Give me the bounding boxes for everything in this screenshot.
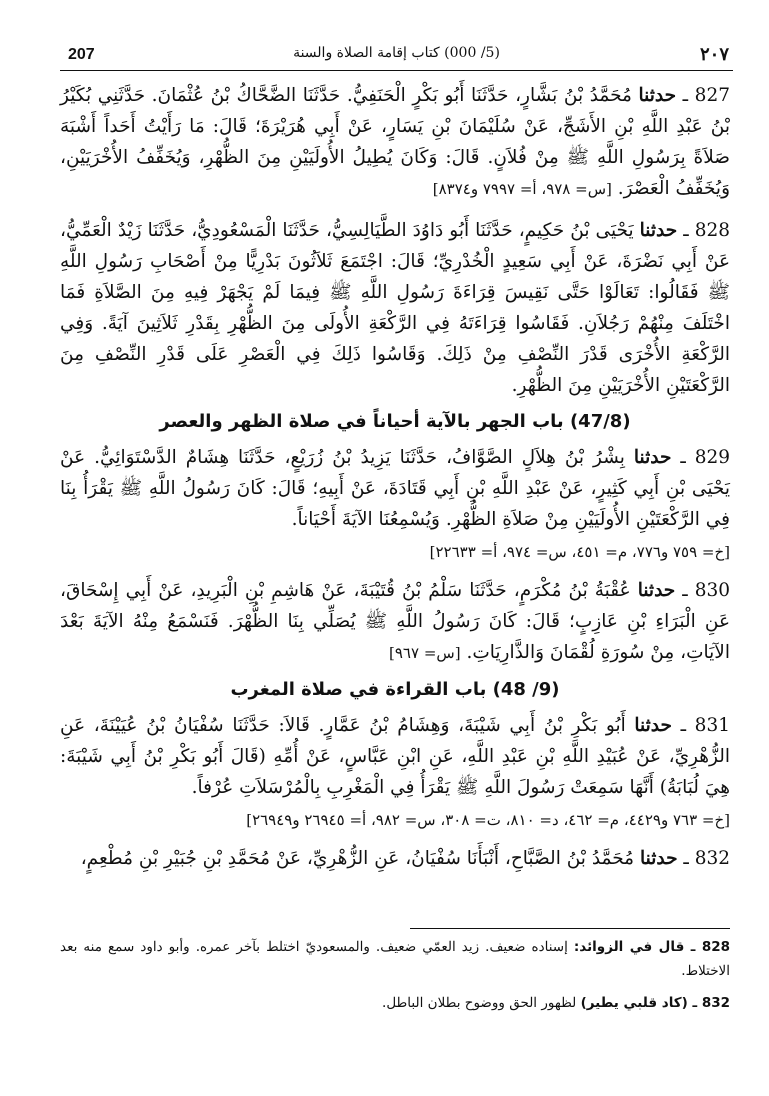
hadith-opener: حدثنا [639,220,678,241]
hadith-text: بِشْرُ بْنُ هِلاَلٍ الصَّوَّافُ، حَدَّثَنَا يَزِيدُ بْنُ زُرَيْعٍ، حَدَّثَنَا هِشَامٌ الدَّسْتَوَائِيُّ. عَنْ يَحْيَى بْنِ أَبِي كَثِيرٍ، عَنْ عَبْدِ اللَّهِ بْنِ أَبِي قَتَادَةَ، عَنْ أَبِيهِ؛ قَالَ: كَانَ رَسُولُ اللَّهِ ﷺ يَقْرَأُ بِنَا فِي الرَّكْعَتَيْنِ الأُولَيَيْنِ مِنْ صَلاَةِ الظُّهْرِ. وَيُسْمِعُنَا الآيَةَ أَحْيَاناً. [60,447,730,530]
chapter-heading-47: (47/8) باب الجهر بالآية أحياناً في صلاة الظهر والعصر [159,411,631,432]
main-text [60,80,730,884]
hadith-reference: [س= ٩٦٧] [389,644,461,662]
running-title: (5/ 000) كتاب إقامة الصلاة والسنة [293,45,500,61]
hadith-831: 831 ـ حدثنا أَبُو بَكْرِ بْنُ أَبِي شَيْبَةَ، وَهِشَامُ بْنُ عَمَّارٍ. قَالاَ: حَدَّثَنَا سُفْيَانُ بْنُ عُيَيْنَةَ، عَنِ الزُّهْرِيِّ، عَنْ عُبَيْدِ اللَّهِ بْنِ عَبْدِ اللَّهِ، عَنِ ابْنِ عَبَّاسٍ، عَنْ أُمِّهِ (قَالَ أَبُو بَكْرِ بْنُ أَبِي شَيْبَةَ: هِيَ لُبَابَةُ) أَنَّهَا سَمِعَتْ رَسُولَ اللَّهِ ﷺ يَقْرَأُ فِي الْمَغْرِبِ بِالْمُرْسَلاَتِ عُرْفاً. [60,715,730,798]
hadith-number: 828 [694,220,730,241]
footnote-832 [60,991,730,1015]
hadith-number: 827 [694,85,730,106]
footnote-text: إسناده ضعيف. زيد العمّي ضعيف. والمسعوديّ اختلط بآخر عمره. وأبو داود سمع منه بعد الاختلاط. [60,939,730,979]
hadith-832: 832 ـ حدثنا مُحَمَّدُ بْنُ الصَّبَّاحِ، أَنْبَأَنَا سُفْيَانُ، عَنِ الزُّهْرِيِّ، عَنْ مُحَمَّدِ بْنِ جُبَيْرِ بْنِ مُطْعِمٍ، [80,848,730,869]
header-rule [60,70,733,71]
hadith-828: 828 ـ حدثنا يَحْيَى بْنُ حَكِيمٍ، حَدَّثَنَا أَبُو دَاوُدَ الطَّيَالِسِيُّ، حَدَّثَنَا الْمَسْعُودِيُّ، حَدَّثَنَا زَيْدٌ الْعَمِّيُّ، عَنْ أَبِي نَضْرَةَ، عَنْ أَبِي سَعِيدٍ الْخُدْرِيِّ؛ قَالَ: اجْتَمَعَ ثَلاَثُونَ بَدْرِيًّا مِنْ أَصْحَابِ رَسُولِ اللَّهِ ﷺ فَقَالُوا: تَعَالَوْا حَتَّى نَقِيسَ قِرَاءَةَ رَسُولِ اللَّهِ ﷺ فِيمَا لَمْ يَجْهَرْ فِيهِ مِنَ الصَّلاَةِ فَمَا اخْتَلَفَ مِنْهُمْ رَجُلاَنِ. فَقَاسُوا قِرَاءَتَهُ فِي الرَّكْعَةِ الأُولَى مِنَ الظُّهْرِ بِقَدْرِ ثَلاَثِينَ آيَةً. وَفِي الرَّكْعَةِ الأُخْرَى قَدْرَ النِّصْفِ مِنْ ذَلِكَ. وَقَاسُوا ذَلِكَ فِي الْعَصْرِ عَلَى قَدْرِ النِّصْفِ مِنَ الرَّكْعَتَيْنِ الأُخْرَيَيْنِ مِنَ الظُّهْرِ. [60,220,730,396]
hadith-reference: [خ= ٧٦٣ و٤٤٢٩، م= ٤٦٢، د= ٨١٠، ت= ٣٠٨، س= ٩٨٢، أ= ٢٦٩٤٥ و٢٦٩٤٩] [246,811,730,829]
page-number-latin: 207 [68,46,95,63]
hadith-opener: حدثنا [633,447,672,468]
hadith-number: 831 [694,715,730,736]
footnote-label: 832 ـ (كاد قلبي يطير) [580,995,730,1011]
hadith-827: 827 ـ حدثنا مُحَمَّدُ بْنُ بَشَّارٍ، حَدَّثَنَا أَبُو بَكْرٍ الْحَنَفِيُّ. حَدَّثَنَا الضَّحَّاكُ بْنُ عُثْمَانَ. حَدَّثَنِي بُكَيْرُ بْنُ عَبْدِ اللَّهِ بْنِ الأَشَجِّ، عَنْ سُلَيْمَانَ بْنِ يَسَارٍ، عَنْ أَبِي هُرَيْرَةَ؛ قَالَ: مَا رَأَيْتُ أَحَداً أَشْبَهَ صَلاَةً بِرَسُولِ اللَّهِ ﷺ مِنْ فُلاَنٍ. قَالَ: وَكَانَ يُطِيلُ الأُولَيَيْنِ مِنَ الظُّهْرِ، وَيُخَفِّفُ الأُخْرَيَيْنِ، وَيُخَفِّفُ الْعَصْرَ. [س= ٩٧٨، أ= ٧٩٩٧ و٨٣٧٤] [60,85,730,199]
hadith-text: أَبُو بَكْرِ بْنُ أَبِي شَيْبَةَ، وَهِشَامُ بْنُ عَمَّارٍ. قَالاَ: حَدَّثَنَا سُفْيَانُ بْنُ عُيَيْنَةَ، عَنِ الزُّهْرِيِّ، عَنْ عُبَيْدِ اللَّهِ بْنِ عَبْدِ اللَّهِ، عَنِ ابْنِ عَبَّاسٍ، عَنْ أُمِّهِ (قَالَ أَبُو بَكْرِ بْنُ أَبِي شَيْبَةَ: هِيَ لُبَابَةُ) أَنَّهَا سَمِعَتْ رَسُولَ اللَّهِ ﷺ يَقْرَأُ فِي الْمَغْرِبِ بِالْمُرْسَلاَتِ عُرْفاً. [60,715,730,798]
footnote-rule [410,928,730,929]
hadith-829: 829 ـ حدثنا بِشْرُ بْنُ هِلاَلٍ الصَّوَّافُ، حَدَّثَنَا يَزِيدُ بْنُ زُرَيْعٍ، حَدَّثَنَا هِشَامٌ الدَّسْتَوَائِيُّ. عَنْ يَحْيَى بْنِ أَبِي كَثِيرٍ، عَنْ عَبْدِ اللَّهِ بْنِ أَبِي قَتَادَةَ، عَنْ أَبِيهِ؛ قَالَ: كَانَ رَسُولُ اللَّهِ ﷺ يَقْرَأُ بِنَا فِي الرَّكْعَتَيْنِ الأُولَيَيْنِ مِنْ صَلاَةِ الظُّهْرِ. وَيُسْمِعُنَا الآيَةَ أَحْيَاناً. [60,447,730,530]
chapter-heading-48: (9/ 48) باب القراءة في صلاة المغرب [230,679,560,700]
footnote-828 [60,935,730,983]
footnotes [60,935,730,1023]
page-number-arabic: ٢٠٧ [699,44,729,65]
hadith-opener: حدثنا [638,85,677,106]
page-header [60,42,733,68]
hadith-number: 832 [694,848,730,869]
footnote-text: لظهور الحق ووضوح بطلان الباطل. [382,995,577,1011]
hadith-opener: حدثنا [639,848,678,869]
hadith-opener: حدثنا [637,580,676,601]
hadith-reference: [س= ٩٧٨، أ= ٧٩٩٧ و٨٣٧٤] [432,180,612,198]
hadith-text: عُقْبَةُ بْنُ مُكْرَمٍ، حَدَّثَنَا سَلْمُ بْنُ قُتَيْبَةَ، عَنْ هَاشِمِ بْنِ الْبَرِيدِ، عَنْ أَبِي إِسْحَاقَ، عَنِ الْبَرَاءِ بْنِ عَازِبٍ؛ قَالَ: كَانَ رَسُولُ اللَّهِ ﷺ يُصَلِّي بِنَا الظُّهْرَ. فَنَسْمَعُ مِنْهُ الآيَةَ بَعْدَ الآيَاتِ، مِنْ سُورَةِ لُقْمَانَ وَالذَّارِيَاتِ. [60,580,730,663]
hadith-text: مُحَمَّدُ بْنُ الصَّبَّاحِ، أَنْبَأَنَا سُفْيَانُ، عَنِ الزُّهْرِيِّ، عَنْ مُحَمَّدِ بْنِ جُبَيْرِ بْنِ مُطْعِمٍ، [80,848,635,869]
hadith-text: يَحْيَى بْنُ حَكِيمٍ، حَدَّثَنَا أَبُو دَاوُدَ الطَّيَالِسِيُّ، حَدَّثَنَا الْمَسْعُودِيُّ، حَدَّثَنَا زَيْدٌ الْعَمِّيُّ، عَنْ أَبِي نَضْرَةَ، عَنْ أَبِي سَعِيدٍ الْخُدْرِيِّ؛ قَالَ: اجْتَمَعَ ثَلاَثُونَ بَدْرِيًّا مِنْ أَصْحَابِ رَسُولِ اللَّهِ ﷺ فَقَالُوا: تَعَالَوْا حَتَّى نَقِيسَ قِرَاءَةَ رَسُولِ اللَّهِ ﷺ فِيمَا لَمْ يَجْهَرْ فِيهِ مِنَ الصَّلاَةِ فَمَا اخْتَلَفَ مِنْهُمْ رَجُلاَنِ. فَقَاسُوا قِرَاءَتَهُ فِي الرَّكْعَةِ الأُولَى مِنَ الظُّهْرِ بِقَدْرِ ثَلاَثِينَ آيَةً. وَفِي الرَّكْعَةِ الأُخْرَى قَدْرَ النِّصْفِ مِنْ ذَلِكَ. وَقَاسُوا ذَلِكَ فِي الْعَصْرِ عَلَى قَدْرِ النِّصْفِ مِنَ الرَّكْعَتَيْنِ الأُخْرَيَيْنِ مِنَ الظُّهْرِ. [60,220,730,396]
footnote-label: 828 ـ قال في الزوائد: [573,939,730,955]
hadith-830: 830 ـ حدثنا عُقْبَةُ بْنُ مُكْرَمٍ، حَدَّثَنَا سَلْمُ بْنُ قُتَيْبَةَ، عَنْ هَاشِمِ بْنِ الْبَرِيدِ، عَنْ أَبِي إِسْحَاقَ، عَنِ الْبَرَاءِ بْنِ عَازِبٍ؛ قَالَ: كَانَ رَسُولُ اللَّهِ ﷺ يُصَلِّي بِنَا الظُّهْرَ. فَنَسْمَعُ مِنْهُ الآيَةَ بَعْدَ الآيَاتِ، مِنْ سُورَةِ لُقْمَانَ وَالذَّارِيَاتِ. [س= ٩٦٧] [60,580,730,663]
hadith-number: 830 [694,580,730,601]
hadith-text: مُحَمَّدُ بْنُ بَشَّارٍ، حَدَّثَنَا أَبُو بَكْرٍ الْحَنَفِيُّ. حَدَّثَنَا الضَّحَّاكُ بْنُ عُثْمَانَ. حَدَّثَنِي بُكَيْرُ بْنُ عَبْدِ اللَّهِ بْنِ الأَشَجِّ، عَنْ سُلَيْمَانَ بْنِ يَسَارٍ، عَنْ أَبِي هُرَيْرَةَ؛ قَالَ: مَا رَأَيْتُ أَحَداً أَشْبَهَ صَلاَةً بِرَسُولِ اللَّهِ ﷺ مِنْ فُلاَنٍ. قَالَ: وَكَانَ يُطِيلُ الأُولَيَيْنِ مِنَ الظُّهْرِ، وَيُخَفِّفُ الأُخْرَيَيْنِ، وَيُخَفِّفُ الْعَصْرَ. [60,85,730,199]
hadith-reference: [خ= ٧٥٩ و٧٧٦، م= ٤٥١، س= ٩٧٤، أ= ٢٢٦٣٣] [429,543,730,561]
hadith-number: 829 [694,447,730,468]
hadith-opener: حدثنا [634,715,672,736]
